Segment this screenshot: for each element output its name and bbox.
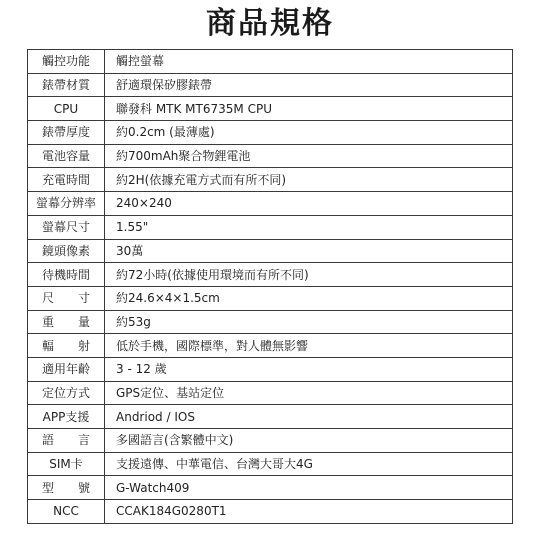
spec-label: 電池容量 bbox=[28, 144, 105, 168]
table-row bbox=[28, 263, 513, 287]
table-row bbox=[28, 452, 513, 476]
spec-label: 待機時間 bbox=[28, 263, 105, 287]
page-title: 商品規格 bbox=[206, 6, 334, 41]
table-row bbox=[28, 334, 513, 358]
spec-value: 支援遠傳、中華電信、台灣大哥大4G bbox=[105, 452, 513, 476]
spec-value: CCAK184G0280T1 bbox=[105, 500, 513, 524]
spec-value: 1.55" bbox=[105, 215, 513, 239]
spec-label: CPU bbox=[28, 97, 105, 121]
spec-table bbox=[27, 49, 513, 524]
spec-label: 螢幕分辨率 bbox=[28, 192, 105, 216]
spec-value: 舒適環保矽膠錶帶 bbox=[105, 73, 513, 97]
spec-label: 充電時間 bbox=[28, 168, 105, 192]
table-row bbox=[28, 50, 513, 74]
spec-label: 螢幕尺寸 bbox=[28, 215, 105, 239]
spec-value: 觸控螢幕 bbox=[105, 50, 513, 74]
spec-label: 錶帶材質 bbox=[28, 73, 105, 97]
spec-value: 約72小時(依據使用環境而有所不同) bbox=[105, 263, 513, 287]
spec-label: NCC bbox=[28, 500, 105, 524]
table-row bbox=[28, 357, 513, 381]
table-row bbox=[28, 381, 513, 405]
spec-value: G-Watch409 bbox=[105, 476, 513, 500]
spec-label: 輻 射 bbox=[28, 334, 105, 358]
spec-value: 約53g bbox=[105, 310, 513, 334]
spec-label: 錶帶厚度 bbox=[28, 121, 105, 145]
table-row bbox=[28, 192, 513, 216]
spec-label: 尺 寸 bbox=[28, 286, 105, 310]
spec-label: 鏡頭像素 bbox=[28, 239, 105, 263]
spec-value: 聯發科 MTK MT6735M CPU bbox=[105, 97, 513, 121]
table-row bbox=[28, 97, 513, 121]
table-row bbox=[28, 168, 513, 192]
spec-label: 型 號 bbox=[28, 476, 105, 500]
table-row bbox=[28, 429, 513, 453]
table-row bbox=[28, 310, 513, 334]
spec-value: 多國語言(含繁體中文) bbox=[105, 429, 513, 453]
table-row bbox=[28, 73, 513, 97]
spec-value: 約700mAh聚合物鋰電池 bbox=[105, 144, 513, 168]
table-row bbox=[28, 476, 513, 500]
table-row bbox=[28, 239, 513, 263]
spec-value: GPS定位、基站定位 bbox=[105, 381, 513, 405]
spec-value: 30萬 bbox=[105, 239, 513, 263]
table-row bbox=[28, 286, 513, 310]
spec-value: Andriod / IOS bbox=[105, 405, 513, 429]
spec-value: 約0.2cm (最薄處) bbox=[105, 121, 513, 145]
spec-label: 觸控功能 bbox=[28, 50, 105, 74]
spec-value: 約2H(依據充電方式而有所不同) bbox=[105, 168, 513, 192]
spec-value: 約24.6×4×1.5cm bbox=[105, 286, 513, 310]
table-row bbox=[28, 121, 513, 145]
table-row bbox=[28, 215, 513, 239]
spec-label: 重 量 bbox=[28, 310, 105, 334]
spec-label: 語 言 bbox=[28, 429, 105, 453]
spec-label: APP支援 bbox=[28, 405, 105, 429]
table-row bbox=[28, 405, 513, 429]
spec-value: 240×240 bbox=[105, 192, 513, 216]
spec-value: 低於手機，國際標準，對人體無影響 bbox=[105, 334, 513, 358]
table-row bbox=[28, 144, 513, 168]
table-row bbox=[28, 500, 513, 524]
spec-label: SIM卡 bbox=[28, 452, 105, 476]
spec-label: 適用年齡 bbox=[28, 357, 105, 381]
spec-label: 定位方式 bbox=[28, 381, 105, 405]
spec-value: 3 - 12 歲 bbox=[105, 357, 513, 381]
